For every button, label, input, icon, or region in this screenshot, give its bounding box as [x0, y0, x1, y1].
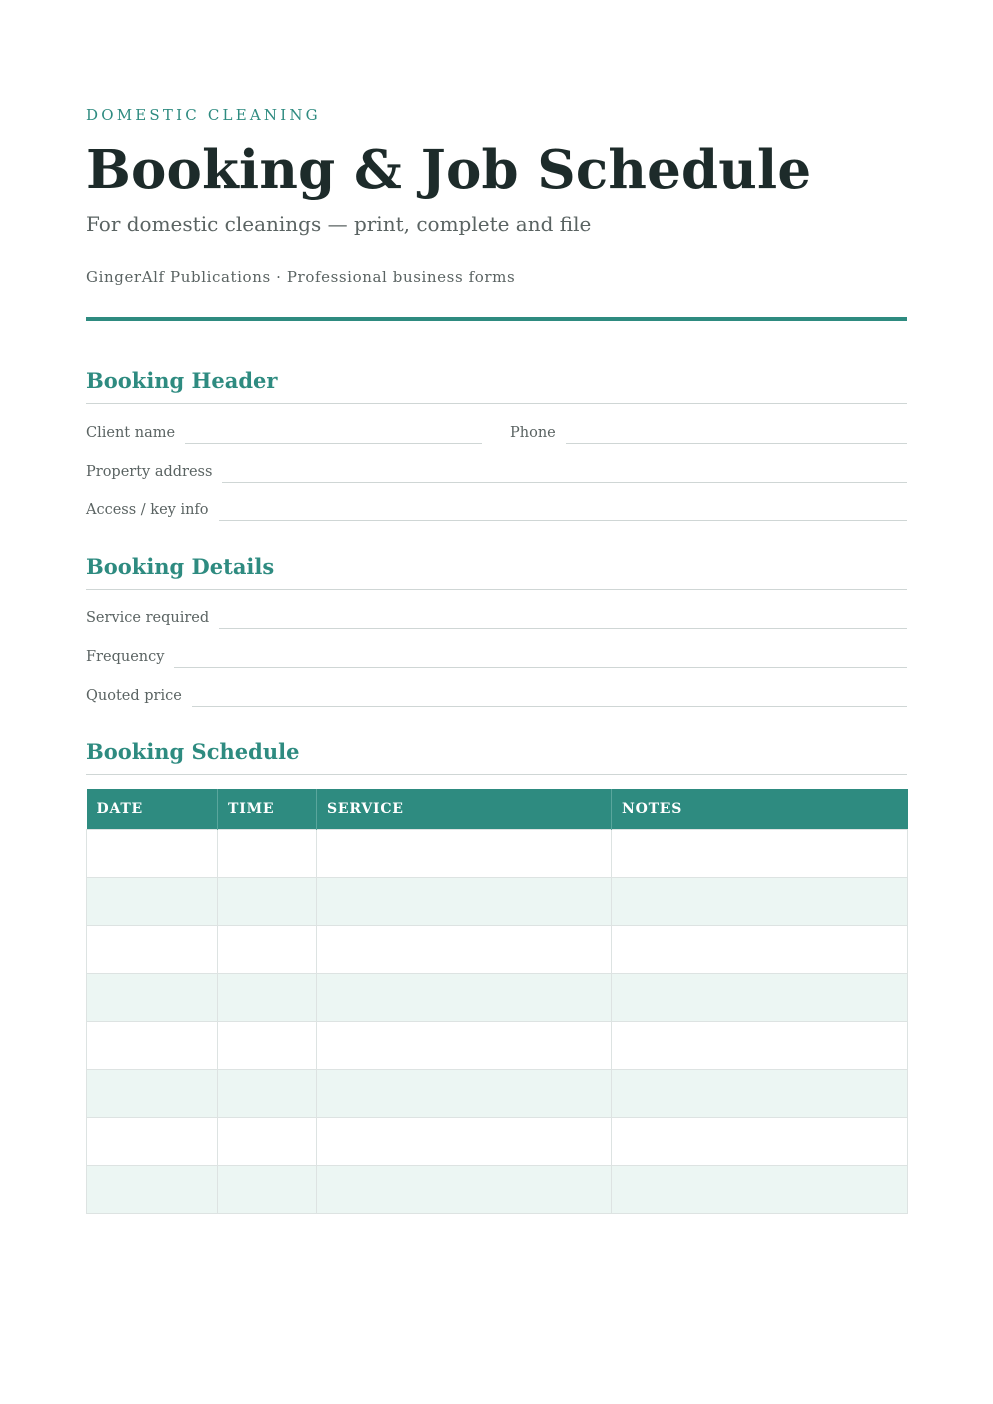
cell-date[interactable]: [87, 829, 218, 877]
cell-date[interactable]: [87, 925, 218, 973]
section-divider: [86, 774, 907, 775]
quoted-price-label: Quoted price: [86, 688, 182, 704]
service-required-field[interactable]: [86, 605, 907, 627]
phone-line[interactable]: [566, 431, 907, 444]
cell-date[interactable]: [87, 1165, 218, 1213]
cell-notes[interactable]: [612, 829, 908, 877]
section-title-booking-details: Booking Details: [86, 554, 275, 579]
phone-label: Phone: [510, 425, 556, 441]
property-address-label: Property address: [86, 464, 213, 480]
table-row: [87, 925, 908, 973]
form-category: DOMESTIC CLEANING: [86, 106, 321, 124]
access-key-info-label: Access / key info: [86, 502, 209, 518]
column-header-service: SERVICE: [317, 789, 612, 829]
cell-service[interactable]: [317, 925, 612, 973]
cell-date[interactable]: [87, 1117, 218, 1165]
column-header-notes: NOTES: [612, 789, 908, 829]
quoted-price-field[interactable]: [86, 683, 907, 705]
client-name-label: Client name: [86, 425, 176, 441]
publisher-line: GingerAlf Publications · Professional business forms: [86, 268, 516, 286]
cell-notes[interactable]: [612, 1165, 908, 1213]
cell-service[interactable]: [317, 1021, 612, 1069]
cell-time[interactable]: [218, 829, 317, 877]
table-row: [87, 1021, 908, 1069]
cell-date[interactable]: [87, 973, 218, 1021]
cell-time[interactable]: [218, 877, 317, 925]
cell-service[interactable]: [317, 877, 612, 925]
schedule-body: [87, 829, 908, 1213]
cell-time[interactable]: [218, 1069, 317, 1117]
table-row: [87, 1117, 908, 1165]
cell-time[interactable]: [218, 973, 317, 1021]
cell-date[interactable]: [87, 1021, 218, 1069]
cell-time[interactable]: [218, 1117, 317, 1165]
cell-notes[interactable]: [612, 1069, 908, 1117]
schedule-table: [86, 789, 908, 1214]
table-row: [87, 973, 908, 1021]
column-header-time: TIME: [218, 789, 317, 829]
service-required-label: Service required: [86, 610, 210, 626]
property-address-line[interactable]: [222, 470, 907, 483]
section-divider: [86, 403, 907, 404]
table-row: [87, 877, 908, 925]
client-name-field[interactable]: [86, 420, 482, 442]
cell-time[interactable]: [218, 925, 317, 973]
cell-service[interactable]: [317, 1165, 612, 1213]
page-title: Booking & Job Schedule: [86, 139, 812, 201]
cell-notes[interactable]: [612, 1021, 908, 1069]
frequency-line[interactable]: [174, 655, 907, 668]
cell-notes[interactable]: [612, 1117, 908, 1165]
cell-service[interactable]: [317, 973, 612, 1021]
service-required-line[interactable]: [219, 616, 907, 629]
cell-service[interactable]: [317, 1069, 612, 1117]
page-subtitle: For domestic cleanings — print, complete and file: [86, 212, 592, 236]
access-key-info-field[interactable]: [86, 497, 907, 519]
frequency-field[interactable]: [86, 644, 907, 666]
cell-notes[interactable]: [612, 925, 908, 973]
phone-field[interactable]: [510, 420, 907, 442]
frequency-label: Frequency: [86, 649, 165, 665]
cell-service[interactable]: [317, 829, 612, 877]
client-name-line[interactable]: [185, 431, 482, 444]
quoted-price-line[interactable]: [192, 694, 907, 707]
property-address-field[interactable]: [86, 459, 907, 481]
cell-service[interactable]: [317, 1117, 612, 1165]
section-title-booking-schedule: Booking Schedule: [86, 739, 300, 764]
cell-date[interactable]: [87, 1069, 218, 1117]
cell-notes[interactable]: [612, 973, 908, 1021]
section-title-booking-header: Booking Header: [86, 368, 278, 393]
cell-time[interactable]: [218, 1165, 317, 1213]
cell-notes[interactable]: [612, 877, 908, 925]
header-divider: [86, 317, 907, 321]
cell-time[interactable]: [218, 1021, 317, 1069]
schedule-header-row: [87, 789, 908, 829]
access-key-info-line[interactable]: [219, 508, 907, 521]
table-row: [87, 829, 908, 877]
table-row: [87, 1069, 908, 1117]
section-divider: [86, 589, 907, 590]
cell-date[interactable]: [87, 877, 218, 925]
column-header-date: DATE: [87, 789, 218, 829]
table-row: [87, 1165, 908, 1213]
